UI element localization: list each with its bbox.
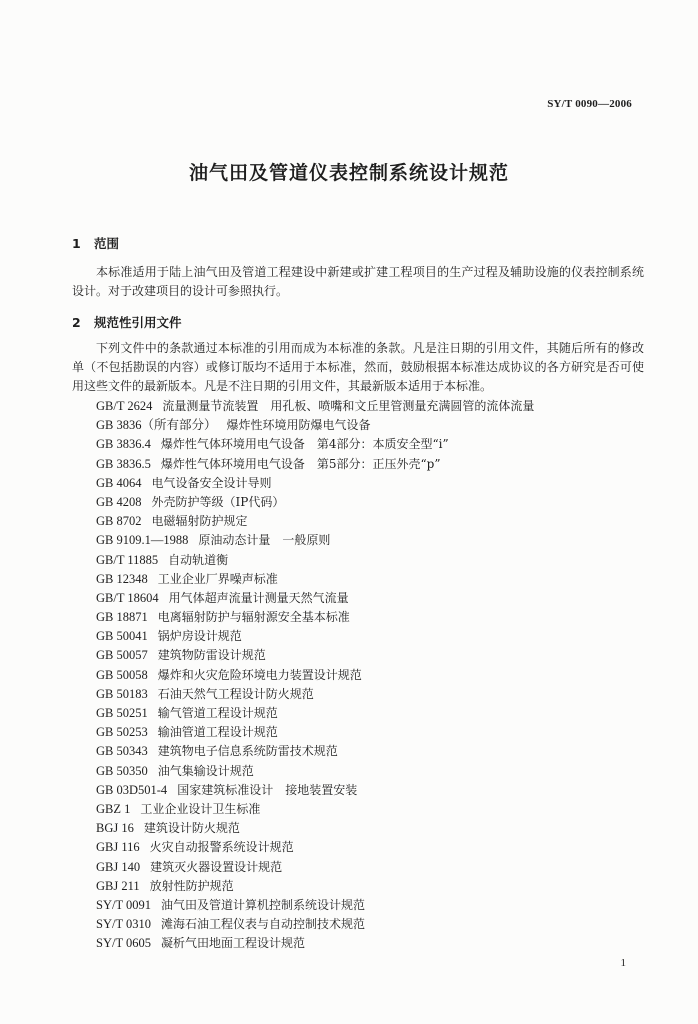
reference-code: GB 9109.1—1988 [96, 533, 189, 548]
page-number: 1 [620, 957, 626, 969]
reference-code: GB 3836.4 [96, 437, 151, 452]
section-number: 2 [72, 315, 81, 330]
reference-title: 爆炸性气体环境用电气设备 第4部分：本质安全型“i” [160, 437, 449, 452]
reference-title: 国家建筑标准设计 接地装置安装 [177, 782, 358, 797]
reference-code: GB 50057 [96, 648, 148, 663]
reference-item [96, 474, 534, 493]
reference-title: 电磁辐射防护规定 [151, 514, 248, 529]
reference-code: GB 18871 [96, 610, 148, 625]
reference-item [96, 838, 534, 857]
section-heading-references [72, 313, 182, 331]
standard-code-header: SY/T 0090—2006 [547, 98, 632, 110]
reference-item [96, 877, 534, 896]
reference-item [96, 646, 534, 665]
reference-title: 油气集输设计规范 [157, 763, 254, 778]
reference-code: GB 50058 [96, 667, 148, 682]
reference-item [96, 685, 534, 704]
reference-item [96, 915, 534, 934]
reference-title: 电气设备安全设计导则 [151, 475, 272, 490]
reference-title: 滩海石油工程仪表与自动控制技术规范 [161, 917, 366, 932]
reference-title: 工业企业厂界噪声标准 [157, 571, 278, 586]
reference-code: GB 3836（所有部分） [96, 418, 217, 433]
reference-item [96, 627, 534, 646]
reference-title: 外壳防护等级（IP代码） [151, 494, 285, 509]
reference-item [96, 416, 534, 435]
reference-item [96, 762, 534, 781]
reference-title: 用气体超声流量计测量天然气流量 [168, 590, 349, 605]
reference-item [96, 800, 534, 819]
reference-item [96, 570, 534, 589]
reference-code: GB 50251 [96, 706, 148, 720]
reference-item [96, 896, 534, 915]
reference-code: GBJ 211 [96, 878, 140, 893]
reference-code: GB 03D501-4 [96, 782, 168, 797]
reference-code: GB/T 18604 [96, 590, 159, 605]
reference-code: GB 4064 [96, 475, 142, 490]
reference-code: SY/T 0310 [96, 917, 151, 932]
reference-title: 流量测量节流装置 用孔板、喷嘴和文丘里管测量充满圆管的流体流量 [162, 399, 535, 413]
reference-code: GB 12348 [96, 571, 148, 586]
reference-title: 电离辐射防护与辐射源安全基本标准 [157, 610, 350, 625]
reference-title: 凝析气田地面工程设计规范 [161, 936, 306, 951]
reference-item [96, 819, 534, 838]
reference-title: 爆炸性气体环境用电气设备 第5部分：正压外壳“p” [160, 456, 441, 471]
reference-code: GB 50041 [96, 629, 148, 644]
section-title: 规范性引用文件 [94, 315, 182, 330]
reference-code: GB 50253 [96, 725, 148, 740]
reference-code: SY/T 0091 [96, 897, 151, 912]
reference-title: 建筑灭火器设置设计规范 [150, 859, 283, 874]
reference-title: 建筑设计防火规范 [143, 821, 240, 836]
reference-item [96, 531, 534, 550]
reference-item [96, 455, 534, 474]
reference-item [96, 666, 534, 685]
reference-item [96, 397, 534, 416]
reference-item [96, 723, 534, 742]
reference-code: SY/T 0605 [96, 936, 151, 951]
reference-code: GBZ 1 [96, 801, 131, 816]
reference-code: GB 50350 [96, 763, 148, 778]
reference-title: 锅炉房设计规范 [157, 629, 242, 644]
reference-item [96, 435, 534, 454]
reference-title: 爆炸性环境用防爆电气设备 [226, 418, 371, 433]
reference-item [96, 608, 534, 627]
section-paragraph-scope: 本标准适用于陆上油气田及管道工程建设中新建或扩建工程项目的生产过程及辅助设施的仪表控制系统设计。对于改建项目的设计可参照执行。 [72, 265, 644, 298]
reference-item [96, 589, 534, 608]
reference-title: 工业企业设计卫生标准 [140, 801, 261, 816]
reference-title: 输气管道工程设计规范 [157, 706, 278, 720]
reference-code: GBJ 140 [96, 859, 141, 874]
reference-item [96, 781, 534, 800]
section-number: 1 [72, 236, 81, 251]
reference-item [96, 742, 534, 761]
reference-code: GB 50183 [96, 686, 148, 701]
reference-item [96, 858, 534, 877]
reference-title: 建筑物防雷设计规范 [157, 648, 266, 663]
section-paragraph-references: 下列文件中的条款通过本标准的引用而成为本标准的条款。凡是注日期的引用文件，其随后所有的修改单（不包括勘误的内容）或修订版均不适用于本标准，然而，鼓励根据本标准达成协议的各方研究是否可使用这些文件的最新版本。凡是不注日期的引用文件，其最新版本适用于本标准。 [72, 341, 644, 393]
reference-item [96, 934, 534, 953]
reference-title: 放射性防护规范 [149, 878, 234, 893]
reference-title: 火灾自动报警系统设计规范 [149, 840, 294, 855]
reference-code: BGJ 16 [96, 821, 134, 836]
reference-item [96, 704, 534, 723]
section-title: 范围 [94, 236, 120, 251]
document-title: 油气田及管道仪表控制系统设计规范 [188, 162, 509, 184]
reference-title: 原油动态计量 一般原则 [198, 533, 331, 548]
reference-code: GB 8702 [96, 514, 142, 529]
reference-code: GB/T 11885 [96, 552, 159, 567]
reference-title: 建筑物电子信息系统防雷技术规范 [157, 744, 338, 759]
reference-item [96, 551, 534, 570]
reference-code: GB 3836.5 [96, 456, 151, 471]
reference-title: 自动轨道衡 [168, 552, 229, 567]
reference-title: 石油天然气工程设计防火规范 [157, 686, 314, 701]
reference-item [96, 512, 534, 531]
reference-code: GB 50343 [96, 744, 148, 759]
reference-list [96, 397, 534, 953]
reference-code: GB/T 2624 [96, 399, 153, 413]
section-heading-scope [72, 234, 119, 252]
reference-code: GBJ 116 [96, 840, 140, 855]
reference-title: 输油管道工程设计规范 [157, 725, 278, 740]
reference-code: GB 4208 [96, 494, 142, 509]
reference-title: 爆炸和火灾危险环境电力装置设计规范 [157, 667, 362, 682]
reference-item [96, 493, 534, 512]
reference-title: 油气田及管道计算机控制系统设计规范 [161, 897, 366, 912]
